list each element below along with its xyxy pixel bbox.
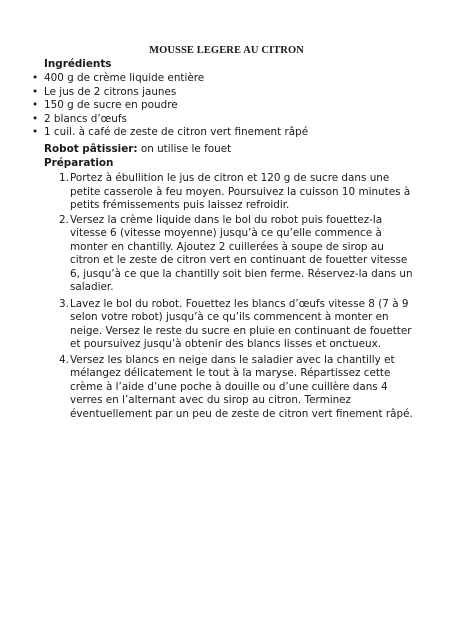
ingredient-text: 1 cuil. à café de zeste de citron vert finement râpé <box>44 126 309 138</box>
step-text: Portez à ébullition le jus de citron et 120 g de sucre dans une petite casserole à feu moyen. Poursuivez la cuisson 10 minutes à petits frémissements puis laissez refroidir. <box>70 172 411 211</box>
step-item <box>0 354 415 422</box>
step-number: 3. <box>59 297 69 310</box>
ingredient-item <box>0 86 308 100</box>
step-text: Versez la crème liquide dans le bol du robot puis fouettez-la vitesse 6 (vitesse moyenne) jusqu’à ce qu’elle commence à monter en chantilly. Ajoutez 2 cuillerées à soupe de sirop au citron et le zeste de citron vert en continuant de fouetter vitesse 6, jusqu’à ce que la chantilly soit bien ferme. Réservez-la dans un saladier. <box>70 213 413 293</box>
robot-text: on utilise le fouet <box>137 143 232 155</box>
step-item <box>0 214 415 295</box>
step-number: 4. <box>59 353 69 366</box>
bullet-icon: • <box>32 72 39 84</box>
preparation-heading: Préparation <box>44 157 114 169</box>
ingredient-text: 400 g de crème liquide entière <box>44 72 205 84</box>
page-title: MOUSSE LEGERE AU CITRON <box>149 45 304 56</box>
ingredient-text: 150 g de sucre en poudre <box>44 99 178 111</box>
step-number: 2. <box>59 213 69 226</box>
robot-label: Robot pâtissier: <box>44 143 138 155</box>
robot-note <box>44 143 231 157</box>
bullet-icon: • <box>32 85 39 98</box>
step-item <box>0 298 415 352</box>
ingredient-item <box>0 72 308 86</box>
step-text: Versez les blancs en neige dans le saladier avec la chantilly et mélangez délicatement le tout à la maryse. Répartissez cette crème à l’aide d’une poche à douille ou d’une cuillère dans 4 verres en l’alternant avec du sirop au citron. Terminez éventuellement par un peu de zeste de citron vert finement râpé. <box>70 353 413 420</box>
ingredients-heading: Ingrédients <box>44 58 112 70</box>
ingredients-list <box>0 72 308 140</box>
step-item <box>0 172 415 213</box>
ingredient-item <box>0 99 308 113</box>
bullet-icon: • <box>32 126 39 138</box>
ingredient-text: Le jus de 2 citrons jaunes <box>44 85 177 98</box>
step-text: Lavez le bol du robot. Fouettez les blancs d’œufs vitesse 8 (7 à 9 selon votre robot) jusqu’à ce qu’ils commencent à monter en neige. Versez le reste du sucre en pluie en continuant de fouetter et poursuivez jusqu’à obtenir des blancs lisses et onctueux. <box>70 297 412 350</box>
bullet-icon: • <box>32 99 39 111</box>
ingredient-item <box>0 113 308 127</box>
step-number: 1. <box>59 172 69 184</box>
preparation-steps <box>0 172 453 421</box>
ingredient-text: 2 blancs d’œufs <box>44 112 127 125</box>
ingredient-item <box>0 126 308 140</box>
bullet-icon: • <box>32 112 39 125</box>
